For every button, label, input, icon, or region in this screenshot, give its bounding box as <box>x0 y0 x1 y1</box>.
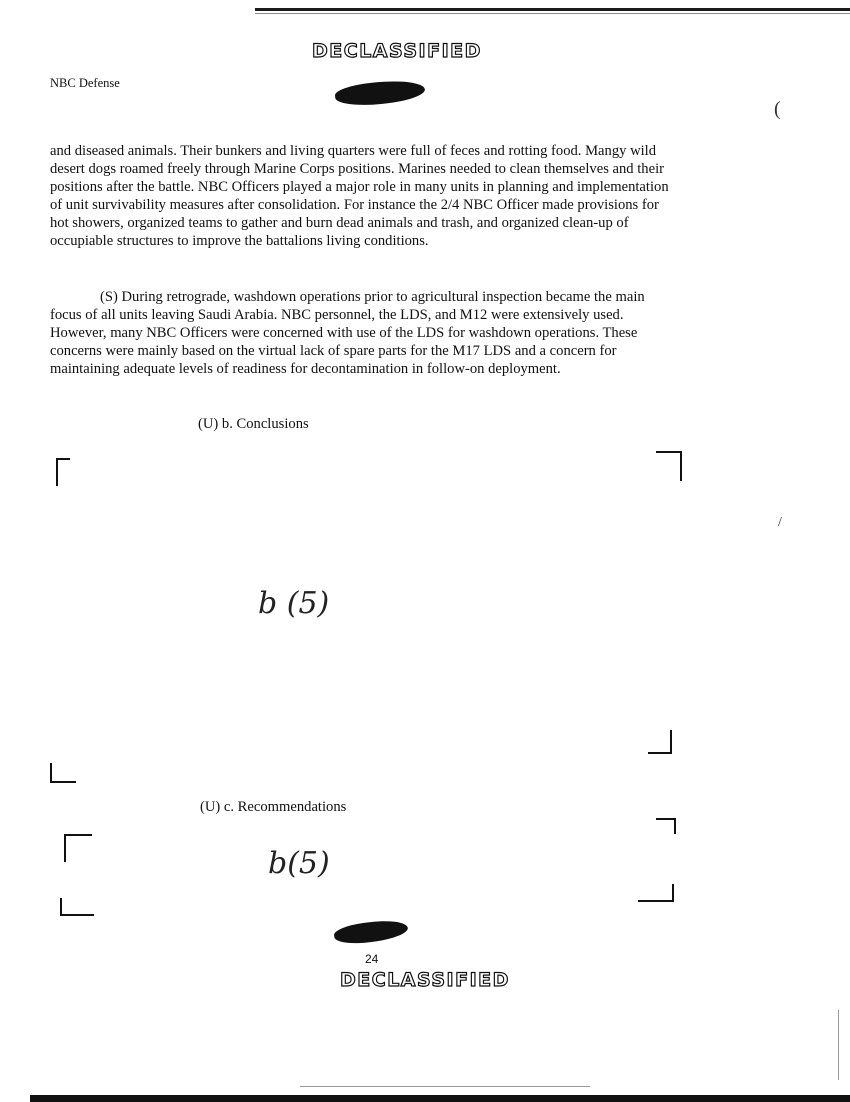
redaction-bracket-bottom-right-2 <box>638 884 674 902</box>
redaction-bracket-top-right <box>656 451 682 481</box>
redaction-mark-bottom <box>333 917 409 947</box>
exemption-annotation-b5: b (5) <box>258 586 330 621</box>
redaction-bracket-bottom-right <box>648 730 672 754</box>
declassified-stamp-bottom: DECLASSIFIED <box>340 969 510 991</box>
page-header: NBC Defense <box>50 76 120 90</box>
redaction-bracket-top-left <box>56 458 70 486</box>
conclusions-heading: (U) b. Conclusions <box>198 416 309 432</box>
bottom-scan-rule-thin <box>300 1086 590 1087</box>
top-scan-rule-thin <box>255 13 850 14</box>
declassified-stamp-top: DECLASSIFIED <box>312 40 482 62</box>
redaction-bracket-bottom-left-2 <box>60 898 94 916</box>
redaction-bracket-bottom-left <box>50 763 76 783</box>
exemption-annotation-b5-second: b(5) <box>268 846 330 881</box>
redaction-mark-top <box>334 77 426 108</box>
redaction-bracket-top-right-2 <box>656 818 676 834</box>
margin-mark-tick: / <box>778 515 782 530</box>
scan-edge-line <box>838 1010 839 1080</box>
body-paragraph-2: (S) During retrograde, washdown operations prior to agricultural inspection became the main focus of all units leaving Saudi Arabia. NBC personnel, the LDS, and M12 were extensively used. However, many NBC Officers were concerned with use of the LDS for washdown operations. These concerns were mainly based on the virtual lack of spare parts for the M17 LDS and a concern for maintaining adequate levels of readiness for decontamination in follow-on deployment. <box>50 289 645 377</box>
top-scan-rule <box>255 8 850 11</box>
margin-mark-paren: ( <box>774 98 781 120</box>
recommendations-heading: (U) c. Recommendations <box>200 799 347 815</box>
redaction-bracket-top-left-2 <box>64 834 92 862</box>
bottom-scan-rule <box>30 1095 850 1102</box>
body-paragraph-1: and diseased animals. Their bunkers and living quarters were full of feces and rotting food. Mangy wild desert dogs roamed freely through Marine Corps positions. Marines needed to clean themselves and their positions after the battle. NBC Officers played a major role in many units in planning and implementation of unit survivability measures after consolidation. For instance the 2/4 NBC Officer made provisions for hot showers, organized teams to gather and burn dead animals and trash, and organized clean-up of occupiable structures to improve the battalions living conditions. <box>50 143 669 249</box>
page-number: 24 <box>365 952 379 966</box>
